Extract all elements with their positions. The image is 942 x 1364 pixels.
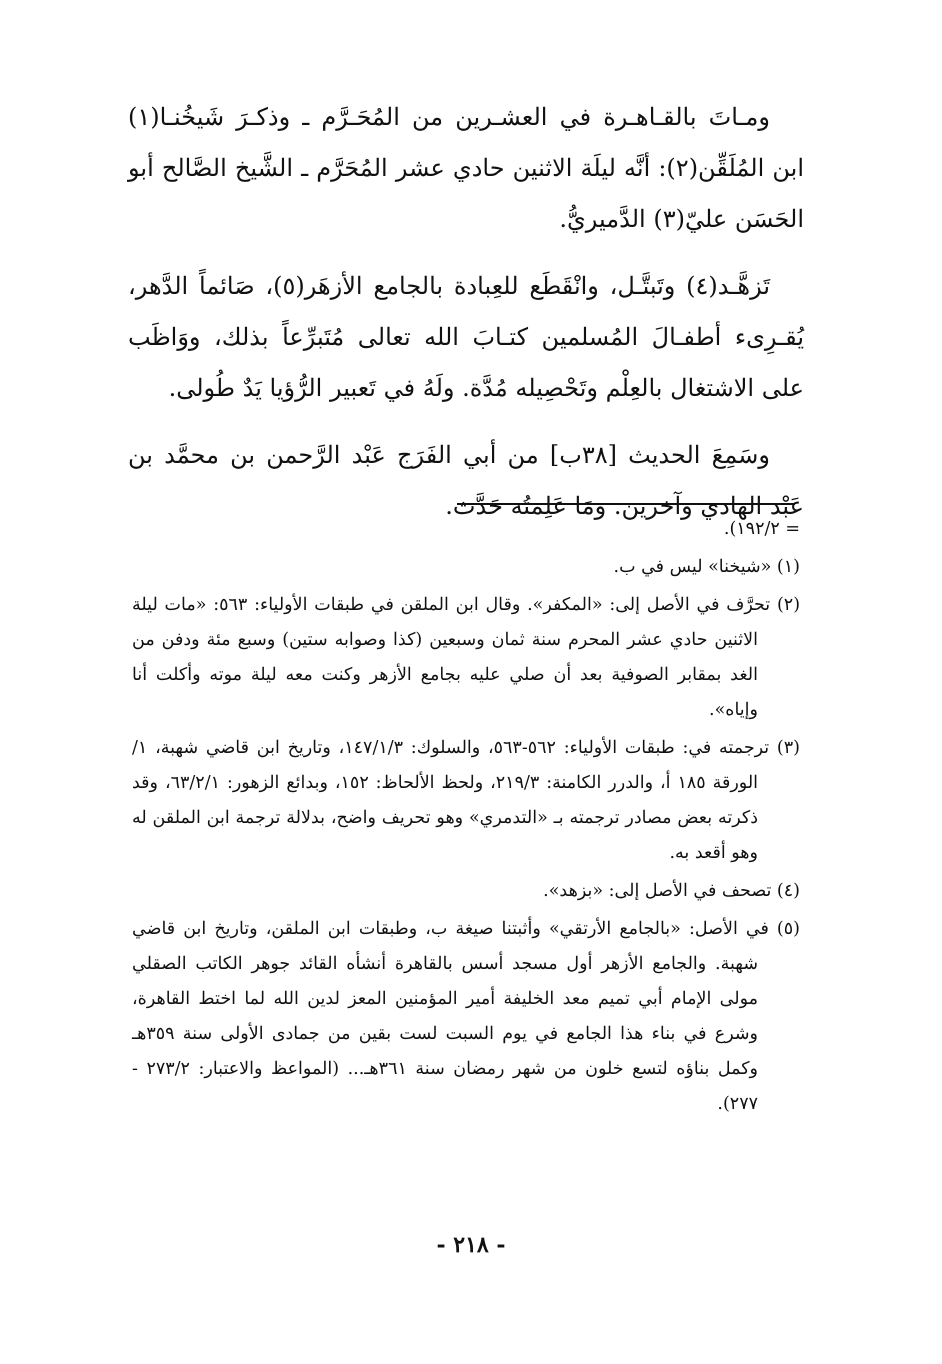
footnote-1: (١) «شيخنا» ليس في ب. [613,557,800,577]
main-text [128,92,804,532]
footnote-2: (٢) تحرَّف في الأصل إلى: «المكفر». وقال ابن الملقن في طبقات الأولياء: ٥٦٣: «مات ليلة الاثنين حادي عشر المحرم سنة ثمان وسبعين (كذا وصوابه ستين) وسبع مئة ودفن من الغد بمقابر الصوفية بعد أن صلي عليه بجامع الأزهر وكنت معه ليلة موته وأكلت أنا وإياه». [132,595,801,720]
footnote-5: (٥) في الأصل: «بالجامع الأرتقي» وأثبتنا صيغة ب، وطبقات ابن الملقن، وتاريخ ابن قاضي شهبة. والجامع الأزهر أول مسجد أسس بالقاهرة أنشأه القائد جوهر الكاتب الصقلي مولى الإمام أبي تميم معد الخليفة أمير المؤمنين المعز لدين الله لما اختط القاهرة، وشرع في بناء هذا الجامع في يوم السبت لست بقين من جمادى الأولى سنة ٣٥٩هـ وكمل بناؤه لتسع خلون من شهر رمضان سنة ٣٦١هـ... (المواعظ والاعتبار: ٢٧٣/٢ - ٢٧٧). [132,919,800,1114]
footnote-3: (٣) ترجمته في: طبقات الأولياء: ٥٦٢-٥٦٣، والسلوك: ١٤٧/١/٣، وتاريخ ابن قاضي شهبة، ١/الورقة ١٨٥ أ، والدرر الكامنة: ٢١٩/٣، ولحظ الألحاظ: ١٥٢، وبدائع الزهور: ٦٣/٢/١، وقد ذكرته بعض مصادر ترجمته بـ «التدمري» وهو تحريف واضح، بدلالة ترجمة ابن الملقن له وهو أقعد به. [132,738,800,863]
footnote-continuation: = ١٩٢/٢). [723,519,800,539]
paragraph-asceticism: تَزهَّـد(٤) وتَبتَّـل، وانْقَطَع للعِبادة بالجامع الأزهَر(٥)، صَائماً الدَّهر، يُقـرِىء أطفـالَ المُسلمين كتـابَ الله تعالى مُتَبرِّعاً بذلك، ووَاظَب على الاشتغال بالعِلْم وتَحْصِيله مُدَّة. ولَهُ في تَعبير الرُّؤيا يَدٌ طُولى. [128,272,804,402]
paragraph-death-notice: ومـاتَ بالقـاهـرة في العشـرين من المُحَـرَّم ـ وذكـرَ شَيخُنـا(١) ابن المُلَقِّن(٢): أنَّه ليلَة الاثنين حادي عشر المُحَرَّم ـ الشَّيخ الصَّالح أبو الحَسَن عليّ(٣) الدَّميريُّ. [128,103,804,233]
paragraph-hadith: وسَمِعَ الحديث [٣٨ب] من أبي الفَرَج عَبْد الرَّحمن بن محمَّد بن عَبْد الهادي وآخرين. ومَا عَلِمتُه حَدَّث. [128,441,804,520]
page-number: - ٢١٨ - [436,1232,506,1258]
footnote-4: (٤) تصحف في الأصل إلى: «بزهد». [543,881,800,901]
footnote-separator [457,503,795,505]
footnotes [132,512,800,1125]
